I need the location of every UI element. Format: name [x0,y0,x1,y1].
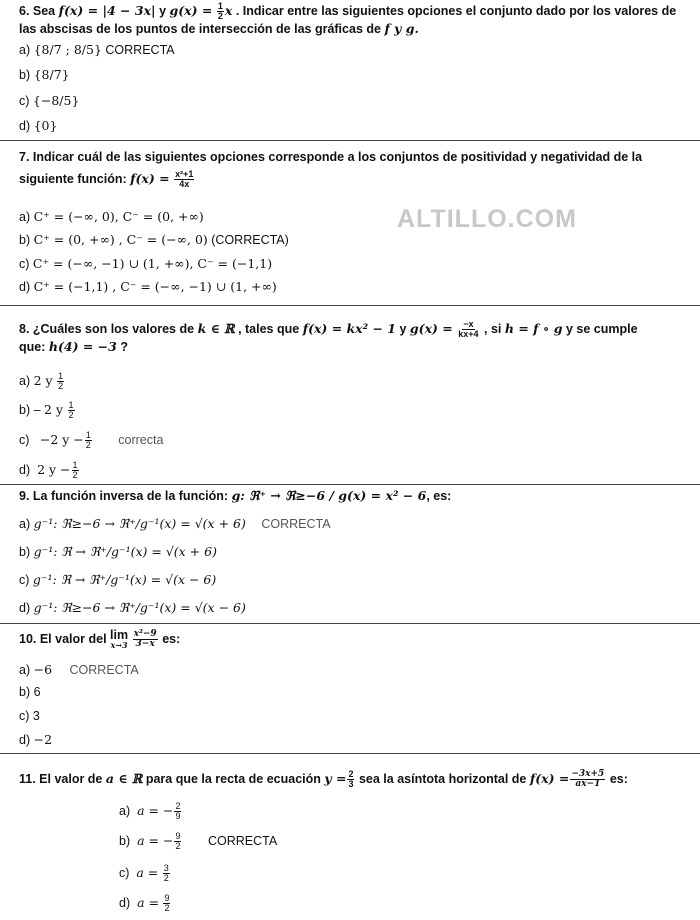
q9-option-c[interactable]: c) g⁻¹: ℜ → ℜ⁺/g⁻¹(x) = √(x − 6) [19,572,217,587]
question-9-text: 9. La función inversa de la función: g: ℜ⁺ → ℜ≥−6 / g(x) = x² − 6, es: [19,488,452,503]
q8-option-d[interactable]: d) 2 y − $\frac{1}{2}$ [19,460,78,480]
question-6-text-line2: las abscisas de los puntos de intersección de las gráficas de f y g. [19,21,419,36]
q9-option-d[interactable]: d) g⁻¹: ℜ≥−6 → ℜ⁺/g⁻¹(x) = √(x − 6) [19,600,246,615]
q10-option-b[interactable]: b) 6 [19,685,41,699]
question-7 [19,146,692,190]
divider [0,753,700,754]
q8-option-b[interactable]: b) – 2 y $\frac{1}{2}$ [19,400,74,420]
q10-option-a[interactable]: a) −6 CORRECTA [19,662,139,677]
q7-option-a[interactable]: a) C⁺ = (−∞, 0), C⁻ = (0, +∞) [19,209,204,224]
question-8-text: 8. ¿Cuáles son los valores de k ∈ ℝ , tales que f(x) = kx² − 1 y g(x) = $\frac{-x}{kx+4}$ , si h = f ∘ g y se cumple [19,319,638,340]
q9-option-b[interactable]: b) g⁻¹: ℜ → ℜ⁺/g⁻¹(x) = √(x + 6) [19,544,217,559]
divider [0,623,700,624]
question-11-text: 11. El valor de a ∈ ℝ para que la recta de ecuación y = $\frac{2}{3}$ sea la asíntota horizontal de f(x) = $\frac{-3x+5}{ax-1}$ es: [19,769,628,790]
question-11 [19,768,692,790]
watermark: ALTILLO.COM [397,205,577,233]
q6-option-b[interactable]: b) {8/7} [19,67,70,82]
q11-option-d[interactable]: d) a = $\frac{9}{2}$ [119,893,170,913]
divider [0,140,700,141]
q6-option-d[interactable]: d) {0} [19,118,58,133]
question-7-text: 7. Indicar cuál de las siguientes opciones corresponde a los conjuntos de positividad y negatividad de la [19,150,643,164]
q7-option-c[interactable]: c) C⁺ = (−∞, −1) ∪ (1, +∞), C⁻ = (−1,1) [19,256,273,271]
question-8-text-line2: que: h(4) = −3 ? [19,339,128,354]
question-9 [19,485,692,507]
q7-option-b[interactable]: b) C⁺ = (0, +∞) , C⁻ = (−∞, 0) (CORRECTA) [19,232,289,247]
q9-option-a[interactable]: a) g⁻¹: ℜ≥−6 → ℜ⁺/g⁻¹(x) = √(x + 6) CORRECTA [19,516,331,531]
question-10 [19,628,692,650]
question-8 [19,318,692,358]
limit-operator: lim x→3 [110,627,129,650]
question-10-text: 10. El valor del lim x→3 $\frac{\text{x²−9}}{3-x}$ es: [19,627,181,650]
question-6-text: 6. Sea f(x) = |4 − 3x| y g(x) = $\frac{1}{2}$ x . Indicar entre las siguientes opciones el conjunto dado por los valores de [19,1,677,22]
q11-option-b[interactable]: b) a = − $\frac{9}{2}$ CORRECTA [119,831,278,851]
question-6 [19,0,692,40]
q11-option-a[interactable]: a) a = − $\frac{2}{9}$ [119,801,181,821]
q8-option-a[interactable]: a) 2 y $\frac{1}{2}$ [19,371,64,391]
q11-option-c[interactable]: c) a = $\frac{3}{2}$ [119,863,169,883]
q7-option-d[interactable]: d) C⁺ = (−1,1) , C⁻ = (−∞, −1) ∪ (1, +∞) [19,279,277,294]
q6-option-c[interactable]: c) {−8/5} [19,93,80,108]
q10-option-d[interactable]: d) −2 [19,732,53,747]
divider [0,305,700,306]
q8-option-c[interactable]: c) −2 y − $\frac{1}{2}$ correcta [19,430,164,450]
question-7-text-line2: siguiente función: f(x) = $\frac{\text{x²+1}}{4x}$ [19,169,194,190]
q6-option-a[interactable]: a) {8/7 ; 8/5} CORRECTA [19,42,175,57]
q10-option-c[interactable]: c) 3 [19,709,40,723]
